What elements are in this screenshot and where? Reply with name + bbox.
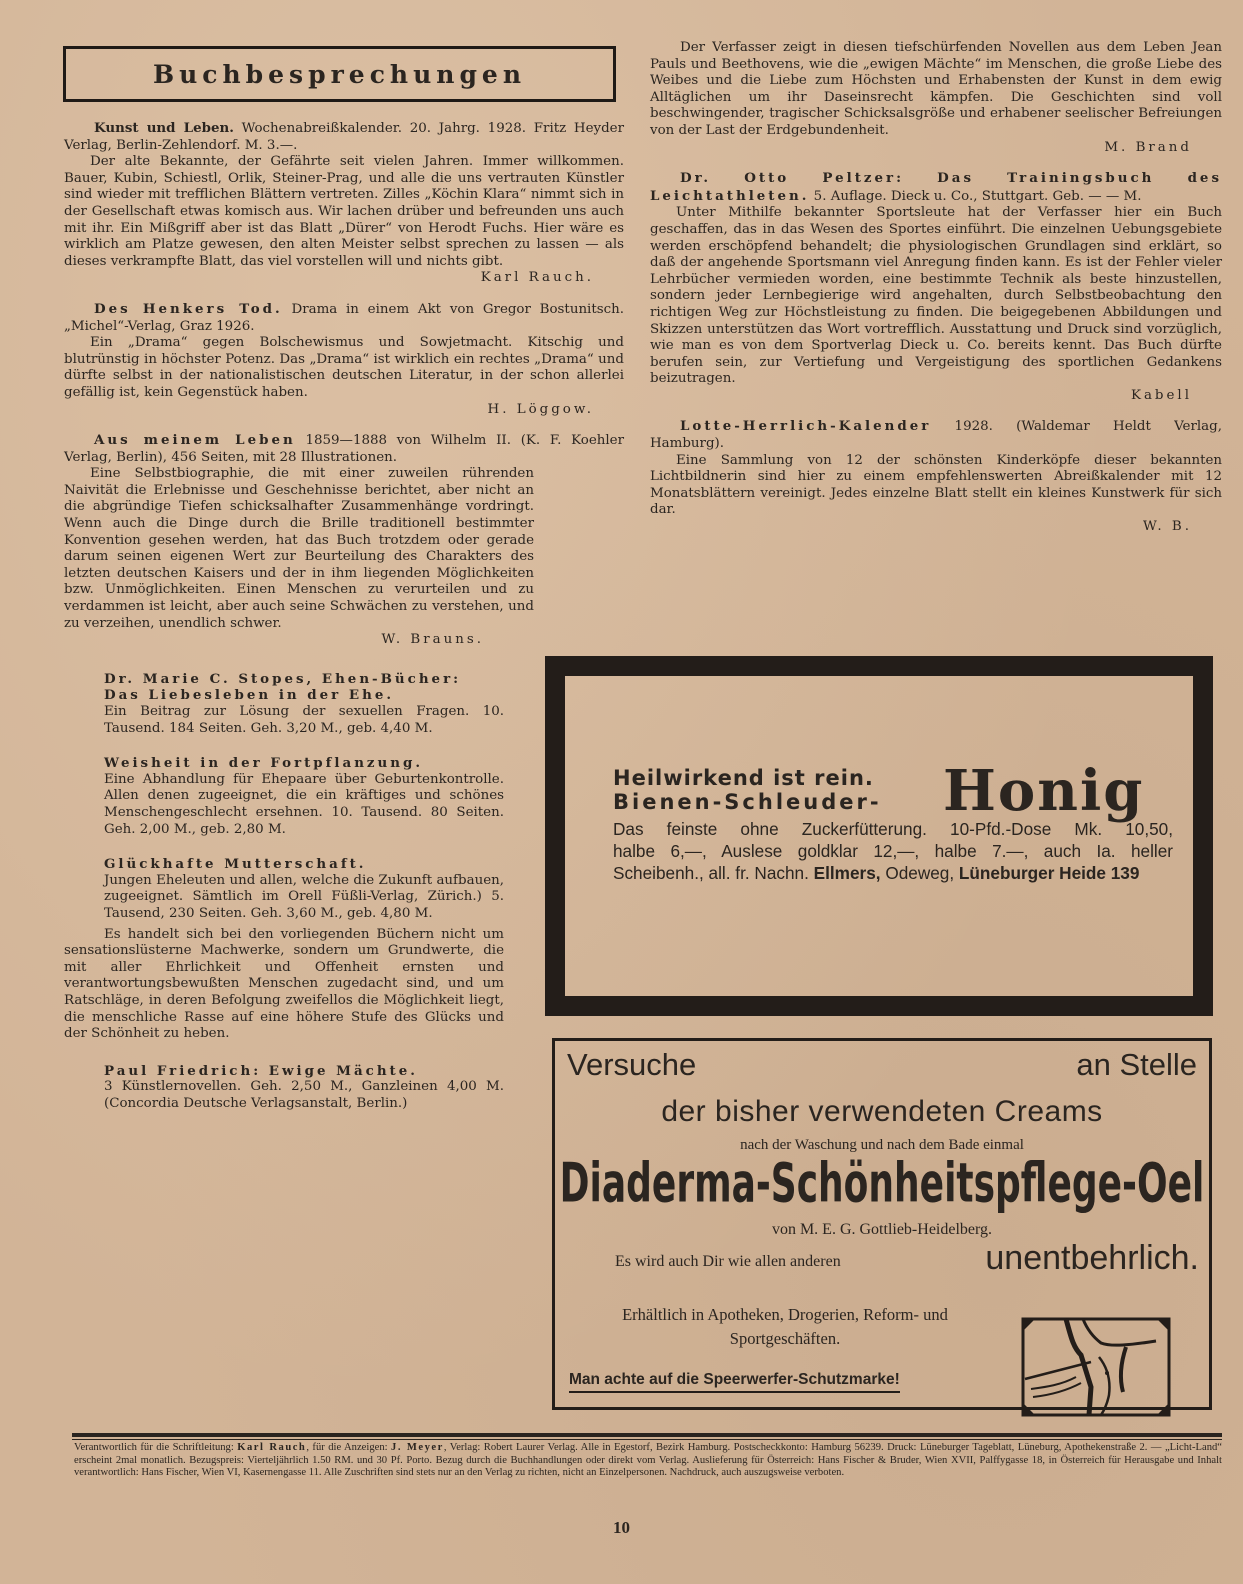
review-stopes (64, 671, 504, 923)
review-heading: Dr. Marie C. Stopes, Ehen-Bücher: (104, 670, 462, 687)
review-body: Es handelt sich bei den vorliegenden Büchern nicht um sensationslüsterne Machwerke, sondern um Grundwerte, die mit aller Ehrlichkeit und Offenheit ernsten und verantwortungsbewußten Menschen zugedacht sind, und um Ratschläge, in deren Befolgung zweifellos die Möglichkeit liegt, die menschliche Rasse auf eine höhere Stufe des Glücks und der Schönheit zu heben. (64, 926, 504, 1042)
left-column (64, 120, 624, 1126)
ad-trademark-note: Man achte auf die Speerwerfer-Schutzmarke! (569, 1371, 900, 1393)
review-heading: Kunst und Leben. Wochenabreißkalender. 20. Jahrg. 1928. Fritz Heyder Verlag, Berlin-Zehlendorf. M. 3.—. (64, 120, 624, 153)
review-signature: Kabell (1130, 387, 1192, 403)
imprint-footer: Verantwortlich für die Schriftleitung: Karl Rauch, für die Anzeigen: J. Meyer, Verlag: Robert Laurer Verlag. Alle in Egestorf, Bezirk Hamburg. Postscheckkonto: Hamburg 56239. Druck: Lüneburger Tageblatt, Lüneburg, Apothekenstraße 2. — „Licht-Land“ erscheint 2mal monatlich. Bezugspreis: Vierteljährlich 1.50 RM. und 30 Pf. Porto. Bezug durch die Buchhandlungen oder direkt vom Verlag. Auslieferung für Österreich: Hans Fischer & Bruder, Wien XVII, Palffygasse 18, in Österreich für Herausgabe und Inhalt verantwortlich: Hans Fischer, Wien VI, Kasernengasse 11. Alle Zuschriften sind stets nur an den Verlag zu richten, nicht an Einzelpersonen. Nachdruck, auch auszugsweise verboten. (74, 1442, 1223, 1479)
review-friedrich-body (650, 40, 1222, 156)
review-stopes-summary (64, 927, 504, 1043)
review-body: Der alte Bekannte, der Gefährte seit vielen Jahren. Immer willkommen. Bauer, Kubin, Schiestl, Orlik, Steiner-Prag, und alle die uns vertrauten Künstler sind wieder mit trefflichen Blättern vertreten. Zilles „Köchin Klara“ nimmt sich in der Gesellschaft etwas komisch aus. Wir lachen drüber und befreunden uns auch mit ihr. Ein Mißgriff aber ist das Blatt „Dürer“ von Herodt Fuchs. Hier wäre es wirklich am Platze gewesen, den alten Meister selbst sprechen zu lassen — als dieses verkrampfte Blatt, das viel vorstellen will und nichts gibt. (64, 154, 624, 269)
ad-creams: der bisher verwendeten Creams (661, 1095, 1103, 1128)
review-body: Unter Mithilfe bekannter Sportsleute hat der Verfasser hier ein Buch geschaffen, das in das Wesen des Sportes einführt. Die einzelnen Uebungsgebiete werden erschöpfend behandelt; die physiologischen Grundlagen sind erklärt, so daß der angehende Sportsmann viel Anregung finden kann. Es ist der Fehler vieler Lehrbücher vermieden worden, eine bestimmte Technik als beste hinzustellen, sondern jeder Lernbegierige wird angehalten, durch Selbstbeobachtung den richtigen Weg zur Höchstleistung zu finden. Die beigegebenen Abbildungen und Skizzen unterstützen das Wort vortrefflich. Ausstattung und Druck sind vorzüglich, wie man es von dem Sportverlag Dieck u. Co. bereits kennt. Das Buch dürfte berufen sein, zur Vertiefung und Vergeistigung des sportlichen Gedankens beizutragen. (650, 205, 1222, 387)
spear-thrower-trademark-icon (1021, 1317, 1171, 1417)
ad-product-name: Diaderma-Schönheitspflege-Oel (559, 1153, 1205, 1216)
book-title: Weisheit in der Fortpflanzung. (104, 755, 424, 772)
footer-divider (72, 1433, 1222, 1437)
review-heading: Paul Friedrich: Ewige Mächte. (104, 1062, 418, 1079)
review-signature: H. Löggow. (487, 401, 594, 417)
honey-ad-content (613, 758, 1173, 884)
book-title: Glückhafte Mutterschaft. (104, 856, 367, 873)
review-kunst-und-leben (64, 120, 624, 287)
ad-availability: Erhältlich in Apotheken, Drogerien, Reform- und Sportgeschäften. (622, 1305, 948, 1348)
ad-versuche: Versuche (567, 1047, 697, 1082)
page-title-text: Buchbesprechungen (152, 59, 527, 89)
ad-unentbehrlich: unentbehrlich. (985, 1239, 1199, 1277)
page-number: 10 (613, 1518, 630, 1537)
review-aus-meinem-leben (64, 432, 624, 649)
review-lotte-herrlich (650, 418, 1222, 535)
review-peltzer (650, 170, 1222, 404)
diaderma-advertisement (552, 1038, 1212, 1410)
review-signature: W. Brauns. (381, 632, 484, 648)
review-signature: Karl Rauch. (480, 270, 594, 286)
review-body: Eine Sammlung von 12 der schönsten Kinderköpfe dieser bekannten Lichtbildnerin sind hier zu einem empfehlenswerten Abreißkalender mit 12 Monatsblättern vereinigt. Jedes einzelne Blatt stellt ein kleines Kunstwerk für sich dar. (650, 452, 1222, 518)
review-heading: Des Henkers Tod. Drama in einem Akt von Gregor Bostunitsch. „Michel“-Verlag, Graz 1926. (64, 300, 624, 334)
ad-an-stelle: an Stelle (1076, 1047, 1197, 1082)
review-signature: M. Brand (1104, 139, 1192, 155)
review-body: Der Verfasser zeigt in diesen tiefschürfenden Novellen aus dem Leben Jean Pauls und Beethovens, wie die „ewigen Mächte“ im Menschen, die große Liebe des Weibes und die Liebe zum Höchsten und Erhabensten der Kunst in dem ewig Alltäglichen um ihr Daseinsrecht kämpfen. Die Geschichten sind voll beschwingender, tragischer Schicksalsgröße und erhabener seelischer Befreiungen von der Last der Erdgebundenheit. (650, 40, 1222, 138)
ad-manufacturer: von M. E. G. Gottlieb-Heidelberg. (771, 1221, 993, 1238)
book-details: Ein Beitrag zur Lösung der sexuellen Fragen. 10. Tausend. 184 Seiten. Geh. 3,20 M., geb. 4,40 M. (104, 704, 504, 736)
right-column (650, 40, 1222, 550)
book-title: Das Liebesleben in der Ehe. (104, 687, 395, 704)
review-body: Eine Selbstbiographie, die mit einer zuweilen rührenden Naivität die Erlebnisse und Geschehnisse berichtet, aber nicht an die abgründige Tiefen schicksalhafter Zusammenhänge vordringt. Wenn auch die Dinge durch die Brille traditionell bestimmter Konvention gesehen werden, hat das Buch trotzdem oder gerade darum seinen eigenen Wert zur Beurteilung des Charakters des letzten deutschen Kaisers und der in ihm liegenden Möglichkeiten bzw. Unmöglichkeiten. Einen Menschen zu verurteilen und zu verdammen ist leicht, aber auch seine Schwächen zu verstehen, und zu verzeihen, unendlich schwer. (64, 466, 534, 631)
honey-ad-line2: Bienen-Schleuder- (613, 790, 882, 814)
page-title (63, 46, 616, 102)
honey-ad-body: Das feinste ohne Zuckerfütterung. 10-Pfd.-Dose Mk. 10,50, halbe 6,—, Auslese goldklar 12,—, halbe 7.—, auch Ia. heller Scheibenh., all. fr. Nachn. Ellmers, Odeweg, Lüneburger Heide 139 (613, 819, 1173, 883)
honey-advertisement (545, 656, 1213, 1016)
ad-es-wird: Es wird auch Dir wie allen anderen (615, 1253, 841, 1270)
book-details: Jungen Eheleuten und allen, welche die Zukunft aufbauen, zugeeignet. Sämtlich im Orell Füßli-Verlag, Zürich.) 5. Tausend, 230 Seiten. Geh. 3,60 M., geb. 4,80 M. (104, 872, 504, 921)
honey-ad-headline: Honig (943, 758, 1145, 824)
book-details: 3 Künstlernovellen. Geh. 2,50 M., Ganzleinen 4,00 M. (Concordia Deutsche Verlagsanstalt, Berlin.) (104, 1079, 504, 1111)
review-heading: Lotte-Herrlich-Kalender 1928. (Waldemar Heldt Verlag, Hamburg). (650, 418, 1222, 452)
footer-divider-thin (72, 1439, 1222, 1440)
ad-nach: nach der Waschung und nach dem Bade einmal (740, 1137, 1024, 1153)
review-body: Ein „Drama“ gegen Bolschewismus und Sowjetmacht. Kitschig und blutrünstig in höchster Potenz. Das „Drama“ ist wirklich ein rechtes „Drama“ und dürfte selbst in der nationalistischen deutschen Literatur, in der schon allerlei gefällig ist, kein Gegenstück haben. (64, 335, 624, 400)
review-heading: Dr. Otto Peltzer: Das Trainingsbuch des Leichtathleten. 5. Auflage. Dieck u. Co., Stuttgart. Geb. — — M. (650, 170, 1222, 204)
review-des-henkers-tod (64, 301, 624, 418)
review-friedrich-heading (64, 1063, 504, 1113)
honey-ad-line1: Heilwirkend ist rein. (613, 766, 874, 790)
review-signature: W. B. (1142, 519, 1192, 535)
review-heading: Aus meinem Leben 1859—1888 von Wilhelm II. (K. F. Koehler Verlag, Berlin), 456 Seiten, mit 28 Illustrationen. (64, 432, 624, 465)
book-details: Eine Abhandlung für Ehepaare über Geburtenkontrolle. Allen denen zugeeignet, die ein kräftiges und schönes Menschengeschlecht ersehnen. 10. Tausend. 80 Seiten. Geh. 2,00 M., geb. 2,80 M. (104, 771, 504, 837)
